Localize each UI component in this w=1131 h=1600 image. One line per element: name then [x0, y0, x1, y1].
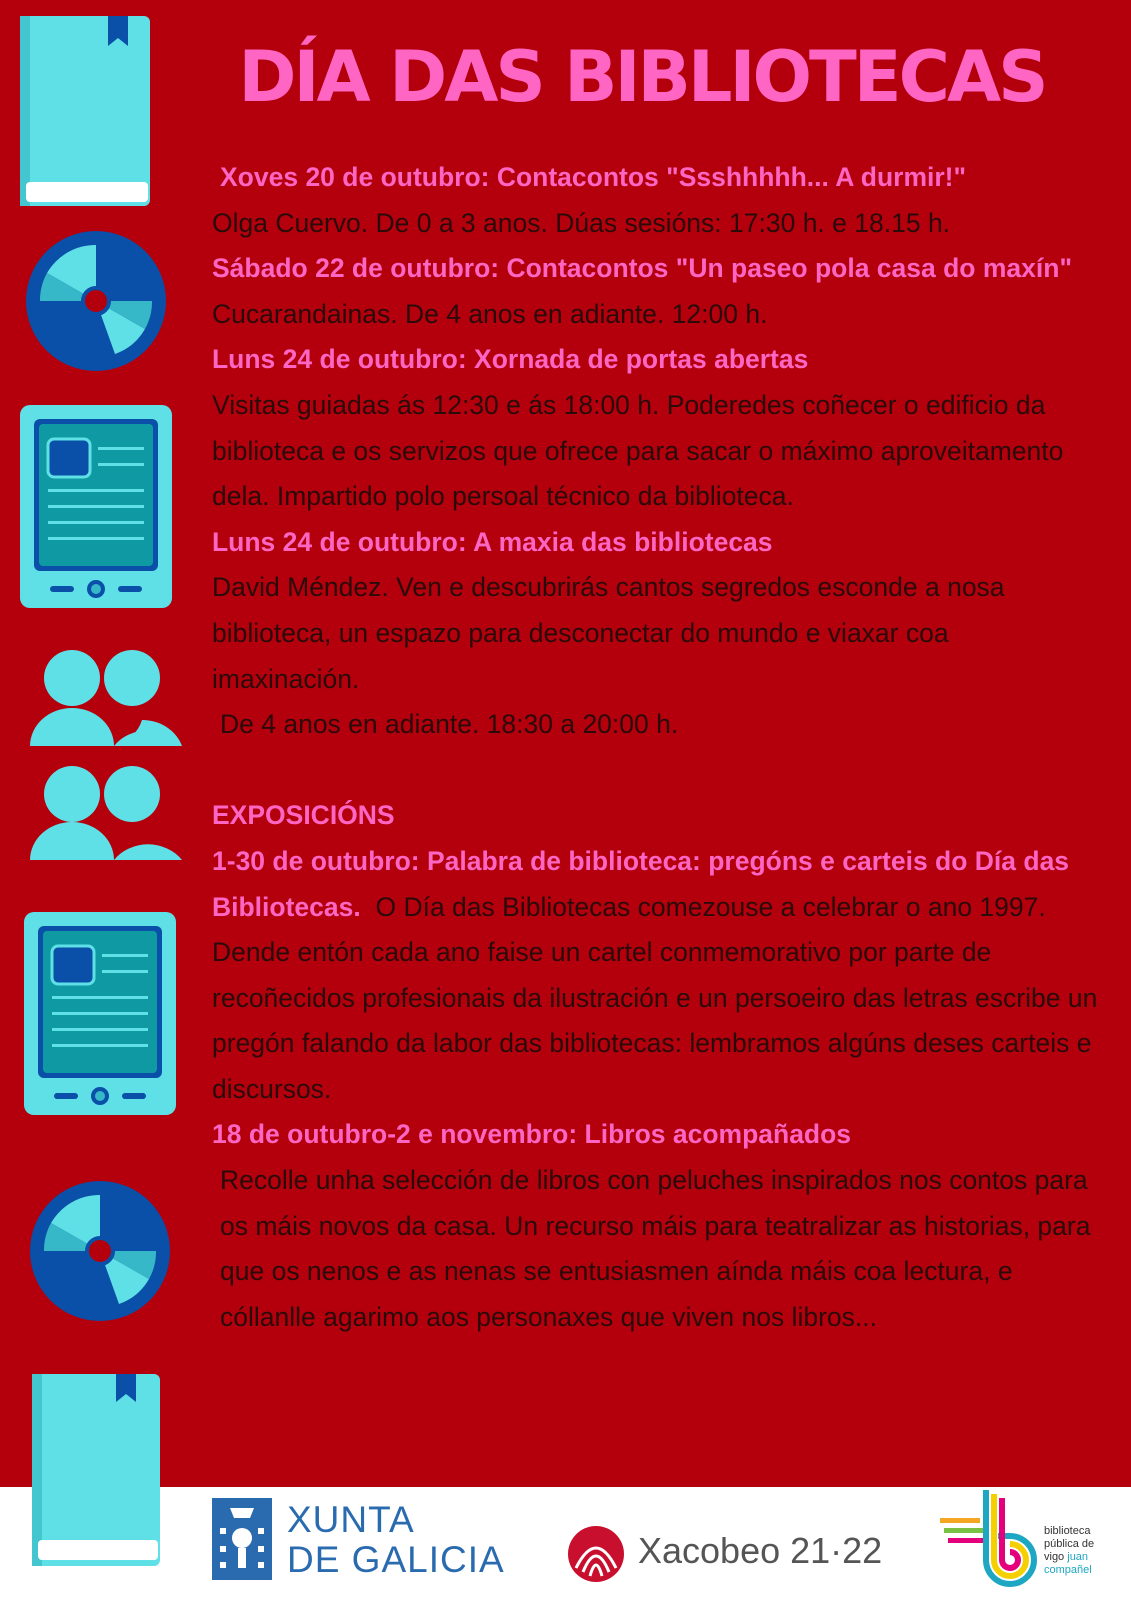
xunta-logo-text: XUNTA DE GALICIA [287, 1499, 505, 1580]
page-title: DÍA DAS BIBLIOTECAS [238, 36, 1046, 118]
disc-icon [29, 1180, 171, 1322]
xacobeo-logo-text: Xacobeo 21·22 [638, 1530, 883, 1571]
event-extra: De 4 anos en adiante. 18:30 a 20:00 h. [220, 709, 679, 740]
exhibition-heading: 1-30 de outubro: Palabra de biblioteca: pregóns e carteis do Día das Bibliotecas. [212, 845, 1070, 922]
exhibition-heading: 18 de outubro-2 e novembro: Libros acompañados [212, 1119, 852, 1150]
event-body: Visitas guiadas ás 12:30 e ás 18:00 h. Poderedes coñecer o edificio da biblioteca e os servizos que ofrece para sacar o máximo aproveitamento dela. Impartido polo persoal técnico da biblioteca. [212, 389, 1064, 512]
event-list [212, 155, 1102, 1340]
ereader-icon [24, 912, 176, 1115]
event-heading: Sábado 22 de outubro: Contacontos "Un paseo pola casa do maxín" [212, 253, 1073, 284]
event-body: Olga Cuervo. De 0 a 3 anos. Dúas sesións: 17:30 h. e 18.15 h. [212, 207, 951, 238]
ereader-icon [20, 405, 172, 608]
biblioteca-vigo-logo-text: biblioteca pública de vigo juan compañel [1044, 1525, 1095, 1576]
exhibition-body: Recolle unha selección de libros con peluches inspirados nos contos para os máis novos da casa. Un recurso máis para teatralizar as historias, para que os nenos e as nenas se entusiasmen aínda máis coa lectura, e cóllanlle agarimo aos personaxes que viven nos libros... [220, 1165, 1091, 1332]
section-heading-exhibitions: EXPOSICIÓNS [212, 800, 395, 831]
book-icon [32, 1374, 164, 1570]
exhibition-item [212, 839, 1102, 1113]
event-heading: Luns 24 de outubro: A maxia das bibliotecas [212, 526, 773, 557]
xunta-shield-icon [212, 1498, 272, 1580]
book-icon [20, 16, 155, 211]
people-icon [30, 650, 186, 862]
event-heading: Xoves 20 de outubro: Contacontos "Ssshhhhh... A durmir!" [220, 162, 967, 192]
event-body: David Méndez. Ven e descubrirás cantos segredos esconde a nosa biblioteca, un espazo para desconectar do mundo e viaxar coa imaxinación. [212, 572, 1005, 694]
event-heading: Luns 24 de outubro: Xornada de portas abertas [212, 344, 809, 375]
disc-icon [25, 230, 167, 372]
scallop-shell-icon [566, 1524, 626, 1584]
event-body: Cucarandainas. De 4 anos en adiante. 12:00 h. [212, 298, 768, 329]
exhibition-body: O Día das Bibliotecas comezouse a celebrar o ano 1997. Dende entón cada ano faise un cartel conmemorativo por parte de recoñecidos profesionais da ilustración e un persoeiro das letras escribe un pregón falando da labor das bibliotecas: lembramos algúns deses carteis e discursos. [212, 891, 1098, 1104]
biblioteca-vigo-logo-icon [940, 1490, 1040, 1590]
